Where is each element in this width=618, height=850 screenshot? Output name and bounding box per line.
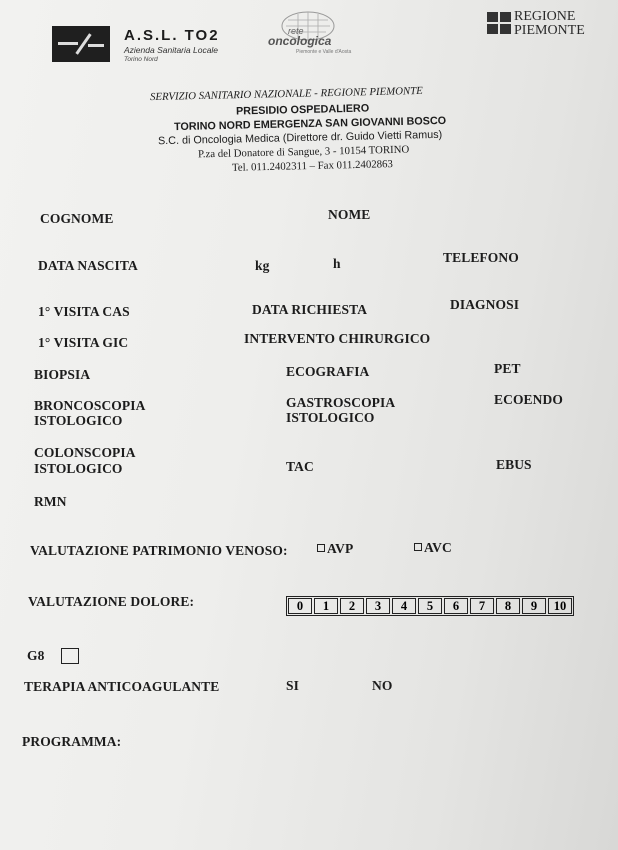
label-biopsia: BIOPSIA [34, 367, 91, 382]
label-programma: PROGRAMMA: [22, 734, 122, 749]
rete-title-2: oncologica [268, 34, 332, 48]
label-ecografia: ECOGRAFIA [286, 364, 370, 379]
label-tac: TAC [286, 459, 314, 474]
pain-scale [286, 596, 574, 616]
g8-checkbox[interactable] [61, 648, 79, 664]
label-colonscopia-istologico: ISTOLOGICO [34, 461, 123, 476]
pain-scale-cell[interactable]: 8 [496, 598, 520, 614]
header-line-4: S.C. di Oncologia Medica (Direttore dr. Guido Vietti Ramus) [157, 128, 443, 148]
pain-scale-cell[interactable]: 10 [548, 598, 572, 614]
header-line-3: TORINO NORD EMERGENZA SAN GIOVANNI BOSCO [173, 114, 447, 134]
option-no[interactable]: NO [372, 678, 393, 693]
pain-scale-cell[interactable]: 9 [522, 598, 546, 614]
label-pet: PET [494, 361, 521, 376]
label-kg: kg [255, 258, 270, 273]
regione-title-1: REGIONE [514, 9, 576, 24]
header-line-5: P.za del Donatore di Sangue, 3 - 10154 TORINO [197, 143, 410, 161]
asl-subtitle-2: Torino Nord [124, 56, 158, 63]
label-broncoscopia: BRONCOSCOPIA [34, 398, 146, 413]
pain-scale-cell[interactable]: 0 [288, 598, 312, 614]
asl-subtitle: Azienda Sanitaria Locale [124, 45, 219, 55]
rete-title-1: rete [288, 26, 304, 36]
label-gastroscopia-istologico: ISTOLOGICO [286, 410, 375, 425]
header-line-6: Tel. 011.2402311 – Fax 011.2402863 [231, 158, 394, 174]
pain-scale-cell[interactable]: 6 [444, 598, 468, 614]
label-broncoscopia-istologico: ISTOLOGICO [34, 413, 123, 428]
avp-checkbox-icon[interactable] [317, 544, 325, 552]
header-line-1: SERVIZIO SANITARIO NAZIONALE - REGIONE PIEMONTE [149, 84, 423, 104]
label-rmn: RMN [34, 494, 67, 509]
avp-label: AVP [327, 541, 354, 556]
rete-subtitle: Piemonte e Valle d'Aosta [296, 49, 352, 55]
label-visita-cas: 1° VISITA CAS [38, 304, 130, 319]
regione-title-2: PIEMONTE [514, 23, 585, 38]
pain-scale-cell[interactable]: 7 [470, 598, 494, 614]
label-ebus: EBUS [496, 457, 532, 472]
label-terapia: TERAPIA ANTICOAGULANTE [24, 679, 220, 694]
label-dolore: VALUTAZIONE DOLORE: [28, 594, 195, 609]
label-nome: NOME [328, 207, 371, 222]
checkbox-avc[interactable] [414, 540, 452, 556]
asl-name: A.S.L. TO2 [124, 27, 220, 44]
label-data-nascita: DATA NASCITA [38, 258, 138, 273]
label-ecoendo: ECOENDO [494, 392, 563, 407]
label-data-richiesta: DATA RICHIESTA [252, 302, 368, 317]
pain-scale-cell[interactable]: 2 [340, 598, 364, 614]
label-visita-gic: 1° VISITA GIC [38, 335, 129, 350]
asl-logo-icon [52, 26, 110, 62]
pain-scale-cell[interactable]: 3 [366, 598, 390, 614]
pain-scale-cell[interactable]: 4 [392, 598, 416, 614]
label-g8: G8 [27, 648, 45, 663]
label-venoso: VALUTAZIONE PATRIMONIO VENOSO: [30, 543, 288, 558]
pain-scale-cell[interactable]: 1 [314, 598, 338, 614]
label-gastroscopia: GASTROSCOPIA [286, 395, 396, 410]
label-diagnosi: DIAGNOSI [450, 297, 520, 312]
label-cognome: COGNOME [40, 211, 114, 226]
header-line-2: PRESIDIO OSPEDALIERO [235, 102, 370, 118]
label-telefono: TELEFONO [443, 250, 519, 265]
checkbox-avp[interactable] [317, 541, 353, 557]
pain-scale-cell[interactable]: 5 [418, 598, 442, 614]
avc-checkbox-icon[interactable] [414, 543, 422, 551]
avc-label: AVC [424, 540, 452, 555]
regione-piemonte-logo-icon [487, 12, 511, 34]
label-intervento: INTERVENTO CHIRURGICO [244, 331, 431, 346]
label-h: h [333, 256, 341, 271]
label-colonscopia: COLONSCOPIA [34, 445, 136, 460]
option-si[interactable]: SI [286, 678, 299, 693]
